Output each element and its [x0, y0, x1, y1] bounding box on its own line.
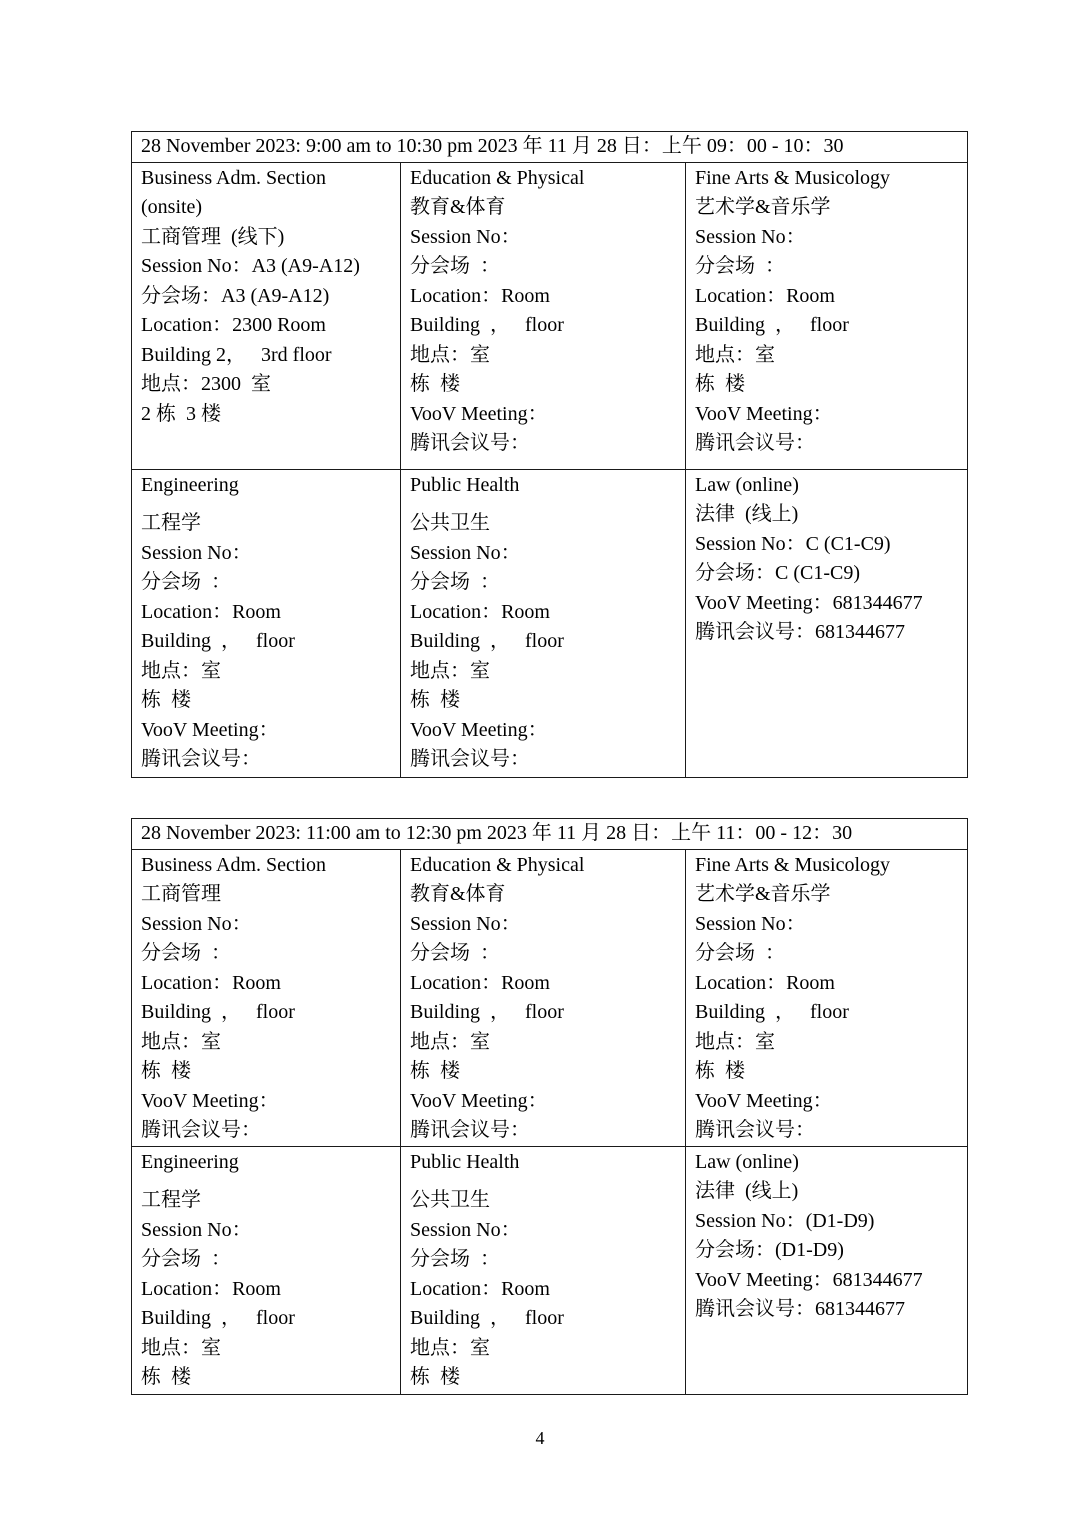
cell-line: 腾讯会议号：681344677: [695, 621, 905, 643]
cell-line: 公共卫生: [410, 512, 490, 534]
page-number: 4: [535, 1428, 545, 1448]
cell-line: 分会场 ：: [695, 255, 785, 277]
cell-line: 地点：2300 室: [141, 373, 271, 395]
cell-line: Location：Room: [695, 971, 835, 994]
cell-line: Business Adm. Section: [141, 853, 327, 876]
section-cell-business-adm: [132, 849, 401, 1146]
cell-line: 教育&体育: [410, 196, 506, 218]
cell-line: Engineering: [141, 1150, 239, 1173]
schedule-table-morning: [131, 131, 968, 778]
section-cell-public-health: [401, 1146, 686, 1394]
cell-line: 地点：室: [410, 1030, 490, 1053]
cell-line: Session No：C (C1-C9): [695, 532, 891, 555]
cell-line: VooV Meeting：681344677: [695, 1268, 923, 1291]
cell-line: 分会场 ：: [141, 942, 231, 964]
cell-line: Session No：: [141, 912, 252, 935]
cell-line: Building ， floor: [410, 1001, 564, 1023]
cell-line: Location：2300 Room: [141, 314, 326, 336]
cell-line: Location：Room: [141, 971, 281, 994]
cell-line: VooV Meeting：: [410, 1089, 548, 1112]
cell-line: Location：Room: [141, 600, 281, 623]
section-cell-engineering: [132, 469, 401, 777]
cell-line: 艺术学&音乐学: [695, 196, 831, 218]
cell-line: 腾讯会议号：: [410, 432, 530, 454]
cell-line: 地点：室: [410, 343, 490, 366]
cell-line: 2 栋 3 楼: [141, 402, 221, 425]
session-time-header: 28 November 2023: 11:00 am to 12:30 pm 2023 年 11 月 28 日：上午 11：00 - 12：30: [132, 819, 968, 850]
cell-line: 栋 楼: [410, 689, 460, 711]
cell-line: 法律 (线上): [695, 503, 799, 525]
cell-line: 工程学: [141, 1189, 201, 1211]
cell-line: Session No：: [141, 1218, 252, 1241]
cell-line: 栋 楼: [141, 1366, 191, 1388]
cell-line: Location：Room: [410, 971, 550, 994]
cell-line: VooV Meeting：: [695, 1089, 833, 1112]
cell-line: Public Health: [410, 473, 520, 496]
cell-line: VooV Meeting：: [141, 718, 279, 741]
cell-line: 地点：室: [410, 659, 490, 682]
cell-line: 栋 楼: [695, 1060, 745, 1082]
cell-line: Building 2， 3rd floor: [141, 343, 332, 366]
cell-line: Building ， floor: [410, 630, 564, 652]
cell-line: Fine Arts & Musicology: [695, 166, 891, 189]
cell-line: 地点：室: [141, 1030, 221, 1053]
cell-line: Engineering: [141, 473, 239, 496]
cell-line: 地点：室: [695, 1030, 775, 1053]
cell-line: 腾讯会议号：: [141, 748, 261, 770]
cell-line: Education & Physical: [410, 853, 585, 876]
cell-line: 地点：室: [141, 659, 221, 682]
cell-line: Law (online): [695, 473, 799, 496]
section-cell-education-physical: [401, 162, 686, 469]
cell-line: Business Adm. Section: [141, 166, 327, 189]
cell-line: (onsite): [141, 196, 203, 218]
cell-line: Law (online): [695, 1150, 799, 1173]
cell-line: 栋 楼: [410, 1060, 460, 1082]
cell-line: 腾讯会议号：: [695, 432, 815, 454]
cell-line: VooV Meeting：: [141, 1089, 279, 1112]
cell-line: 工商管理 (线下): [141, 225, 285, 248]
cell-line: 栋 楼: [410, 1366, 460, 1388]
cell-line: Building ， floor: [141, 1001, 295, 1023]
cell-line: 分会场 ：: [410, 255, 500, 277]
cell-line: Fine Arts & Musicology: [695, 853, 891, 876]
section-cell-public-health: [401, 469, 686, 777]
cell-line: 腾讯会议号：681344677: [695, 1298, 905, 1320]
cell-line: Building ， floor: [695, 1001, 849, 1023]
cell-line: 分会场 ：: [141, 1248, 231, 1270]
cell-line: Session No：: [695, 912, 806, 935]
cell-line: 工商管理: [141, 883, 221, 905]
cell-line: 公共卫生: [410, 1189, 490, 1211]
cell-line: VooV Meeting：: [410, 718, 548, 741]
cell-line: Location：Room: [410, 1277, 550, 1300]
cell-line: 腾讯会议号：: [141, 1119, 261, 1141]
section-cell-law-online: [686, 469, 968, 777]
cell-line: 栋 楼: [410, 373, 460, 395]
cell-line: 分会场：A3 (A9-A12): [141, 284, 330, 307]
cell-line: Building ， floor: [695, 314, 849, 336]
cell-line: Session No：(D1-D9): [695, 1209, 875, 1232]
cell-line: 地点：室: [410, 1336, 490, 1359]
cell-line: Education & Physical: [410, 166, 585, 189]
cell-line: 分会场 ：: [410, 942, 500, 964]
cell-line: Location：Room: [695, 284, 835, 307]
cell-line: Building ， floor: [141, 1307, 295, 1329]
cell-line: Session No：: [410, 1218, 521, 1241]
cell-line: Session No：A3 (A9-A12): [141, 255, 360, 277]
cell-line: 分会场：(D1-D9): [695, 1239, 844, 1261]
cell-line: 分会场 ：: [141, 571, 231, 593]
cell-line: 腾讯会议号：: [410, 1119, 530, 1141]
session-time-header: 28 November 2023: 9:00 am to 10:30 pm 2023 年 11 月 28 日：上午 09：00 - 10：30: [132, 132, 968, 163]
cell-line: 分会场：C (C1-C9): [695, 562, 860, 584]
cell-line: 艺术学&音乐学: [695, 883, 831, 905]
cell-line: 教育&体育: [410, 883, 506, 905]
cell-line: Session No：: [410, 541, 521, 564]
cell-line: Building ， floor: [410, 314, 564, 336]
cell-line: Location：Room: [141, 1277, 281, 1300]
cell-line: Location：Room: [410, 284, 550, 307]
cell-line: 分会场 ：: [695, 942, 785, 964]
cell-line: 地点：室: [695, 343, 775, 366]
cell-line: Public Health: [410, 1150, 520, 1173]
cell-line: Building ， floor: [410, 1307, 564, 1329]
section-cell-education-physical: [401, 849, 686, 1146]
cell-line: 栋 楼: [141, 689, 191, 711]
cell-line: VooV Meeting：: [695, 402, 833, 425]
cell-line: Session No：: [695, 225, 806, 248]
cell-line: VooV Meeting：681344677: [695, 591, 923, 614]
cell-line: Session No：: [410, 912, 521, 935]
cell-line: Location：Room: [410, 600, 550, 623]
section-cell-engineering: [132, 1146, 401, 1394]
cell-line: 腾讯会议号：: [410, 748, 530, 770]
cell-line: 工程学: [141, 512, 201, 534]
cell-line: 地点：室: [141, 1336, 221, 1359]
section-cell-law-online: [686, 1146, 968, 1394]
cell-line: Building ， floor: [141, 630, 295, 652]
cell-line: 法律 (线上): [695, 1180, 799, 1202]
section-cell-business-adm: [132, 162, 401, 469]
cell-line: 栋 楼: [141, 1060, 191, 1082]
section-cell-fine-arts-musicology: [686, 162, 968, 469]
schedule-table-late-morning: [131, 818, 968, 1395]
cell-line: Session No：: [141, 541, 252, 564]
cell-line: 分会场 ：: [410, 1248, 500, 1270]
section-cell-fine-arts-musicology: [686, 849, 968, 1146]
cell-line: Session No：: [410, 225, 521, 248]
cell-line: 腾讯会议号：: [695, 1119, 815, 1141]
cell-line: VooV Meeting：: [410, 402, 548, 425]
cell-line: 栋 楼: [695, 373, 745, 395]
cell-line: 分会场 ：: [410, 571, 500, 593]
